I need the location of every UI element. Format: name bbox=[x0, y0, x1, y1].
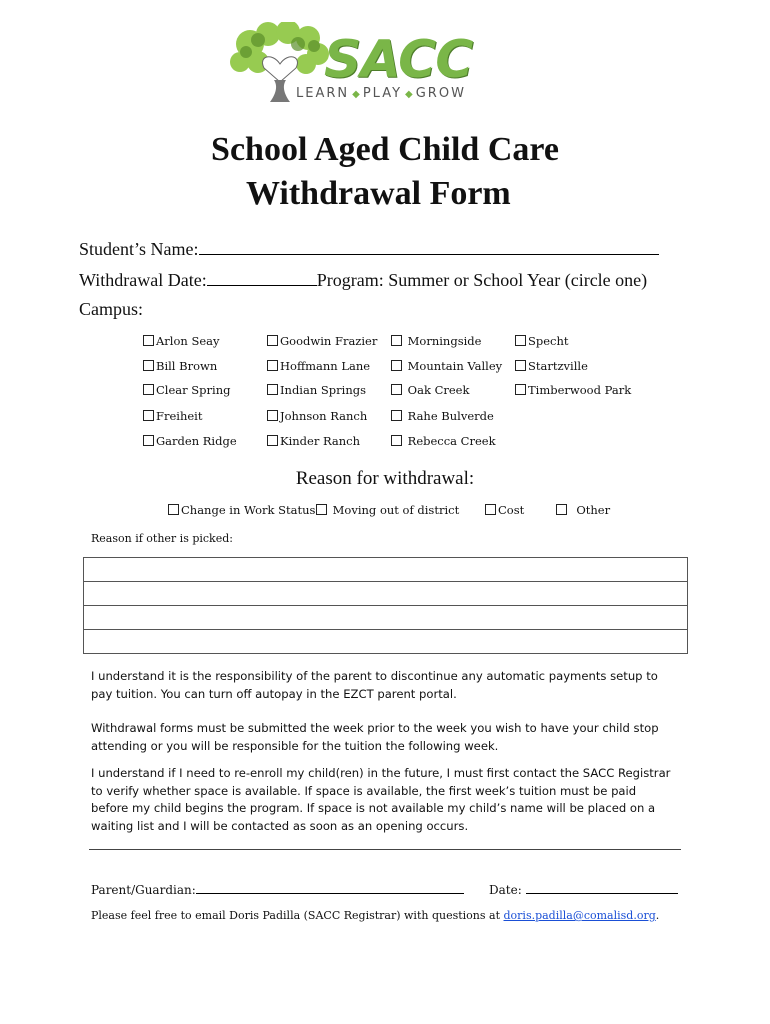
campus-option[interactable]: Indian Springs bbox=[267, 383, 366, 397]
checkbox-icon[interactable] bbox=[515, 360, 526, 371]
campus-option[interactable]: Kinder Ranch bbox=[267, 434, 360, 448]
checkbox-icon[interactable] bbox=[391, 384, 402, 395]
footer-text: Please feel free to email Doris Padilla (SACC Registrar) with questions at bbox=[91, 909, 500, 922]
other-reason-label: Reason if other is picked: bbox=[91, 532, 233, 545]
campus-label: Campus: bbox=[79, 299, 144, 319]
checkbox-icon[interactable] bbox=[143, 410, 154, 421]
other-reason-row[interactable] bbox=[84, 582, 687, 606]
student-name-label: Student’s Name: bbox=[79, 239, 199, 259]
date-field bbox=[489, 880, 678, 897]
checkbox-icon[interactable] bbox=[168, 504, 179, 515]
withdrawal-date-label: Withdrawal Date: bbox=[79, 270, 207, 290]
deadline-paragraph: Withdrawal forms must be submitted the week prior to the week you wish to have your child stop attending or you will be responsible for the tuition the following week. bbox=[91, 721, 659, 753]
campus-option[interactable]: Startzville bbox=[515, 359, 588, 373]
checkbox-icon[interactable] bbox=[267, 360, 278, 371]
page-title: School Aged Child Care bbox=[211, 131, 559, 168]
student-name-line[interactable] bbox=[199, 236, 659, 255]
reason-option[interactable]: Other bbox=[556, 503, 610, 517]
campus-option[interactable]: Morningside bbox=[391, 334, 481, 348]
campus-option[interactable]: Timberwood Park bbox=[515, 383, 631, 397]
campus-option[interactable]: Freiheit bbox=[143, 409, 202, 423]
campus-option[interactable]: Oak Creek bbox=[391, 383, 469, 397]
checkbox-icon[interactable] bbox=[267, 435, 278, 446]
date-label: Date: bbox=[489, 883, 522, 897]
checkbox-icon[interactable] bbox=[485, 504, 496, 515]
logo-tagline: LEARN ◆ PLAY ◆ GROW bbox=[296, 86, 466, 101]
campus-option[interactable]: Bill Brown bbox=[143, 359, 217, 373]
autopay-paragraph: I understand it is the responsibility of the parent to discontinue any automatic payments setup to pay tuition. You can turn off autopay in the EZCT parent portal. bbox=[91, 669, 658, 701]
checkbox-icon[interactable] bbox=[316, 504, 327, 515]
checkbox-icon[interactable] bbox=[143, 335, 154, 346]
parent-signature-field bbox=[91, 880, 464, 897]
campus-option[interactable]: Specht bbox=[515, 334, 569, 348]
program-label: Program: Summer or School Year (circle one) bbox=[316, 270, 648, 290]
campus-option[interactable]: Johnson Ranch bbox=[267, 409, 367, 423]
other-reason-row[interactable] bbox=[84, 558, 687, 582]
checkbox-icon[interactable] bbox=[556, 504, 567, 515]
page-subtitle: Withdrawal Form bbox=[246, 175, 511, 212]
contact-footer: Please feel free to email Doris Padilla (SACC Registrar) with questions at doris.padilla@comalisd.org. bbox=[91, 909, 660, 922]
logo-word: SACC bbox=[324, 30, 473, 90]
checkbox-icon[interactable] bbox=[391, 360, 402, 371]
sacc-logo bbox=[228, 22, 510, 106]
parent-label: Parent/Guardian: bbox=[91, 883, 196, 897]
checkbox-icon[interactable] bbox=[143, 384, 154, 395]
campus-option[interactable]: Goodwin Frazier bbox=[267, 334, 377, 348]
date-line[interactable] bbox=[526, 880, 678, 894]
reason-option[interactable]: Change in Work Status bbox=[168, 503, 315, 517]
reason-title: Reason for withdrawal: bbox=[295, 468, 475, 489]
other-reason-table bbox=[83, 557, 688, 654]
withdrawal-date-field bbox=[79, 267, 647, 291]
checkbox-icon[interactable] bbox=[391, 410, 402, 421]
campus-option[interactable]: Garden Ridge bbox=[143, 434, 237, 448]
checkbox-icon[interactable] bbox=[267, 384, 278, 395]
reason-option[interactable]: Moving out of district bbox=[316, 503, 459, 517]
checkbox-icon[interactable] bbox=[515, 335, 526, 346]
campus-option[interactable]: Arlon Seay bbox=[143, 334, 220, 348]
checkbox-icon[interactable] bbox=[143, 360, 154, 371]
checkbox-icon[interactable] bbox=[515, 384, 526, 395]
campus-option[interactable]: Rahe Bulverde bbox=[391, 409, 494, 423]
checkbox-icon[interactable] bbox=[391, 435, 402, 446]
checkbox-icon[interactable] bbox=[267, 335, 278, 346]
campus-option[interactable]: Clear Spring bbox=[143, 383, 230, 397]
divider bbox=[89, 849, 681, 850]
other-reason-row[interactable] bbox=[84, 630, 687, 653]
registrar-email-link[interactable]: doris.padilla@comalisd.org bbox=[503, 909, 656, 922]
withdrawal-date-line[interactable] bbox=[207, 267, 317, 286]
campus-option[interactable]: Hoffmann Lane bbox=[267, 359, 370, 373]
checkbox-icon[interactable] bbox=[143, 435, 154, 446]
parent-signature-line[interactable] bbox=[196, 880, 464, 894]
checkbox-icon[interactable] bbox=[267, 410, 278, 421]
campus-option[interactable]: Mountain Valley bbox=[391, 359, 502, 373]
checkbox-icon[interactable] bbox=[391, 335, 402, 346]
reenroll-paragraph: I understand if I need to re-enroll my child(ren) in the future, I must first contact the SACC Registrar to verify whether space is available. If space is available, the first week’s tuition must be paid before my child begins the program. If space is not available my child’s name will be placed on a waiting list and I will be contacted as soon as an opening occurs. bbox=[91, 766, 671, 833]
other-reason-row[interactable] bbox=[84, 606, 687, 630]
campus-option[interactable]: Rebecca Creek bbox=[391, 434, 496, 448]
student-name-field bbox=[79, 236, 659, 260]
reason-option[interactable]: Cost bbox=[485, 503, 524, 517]
